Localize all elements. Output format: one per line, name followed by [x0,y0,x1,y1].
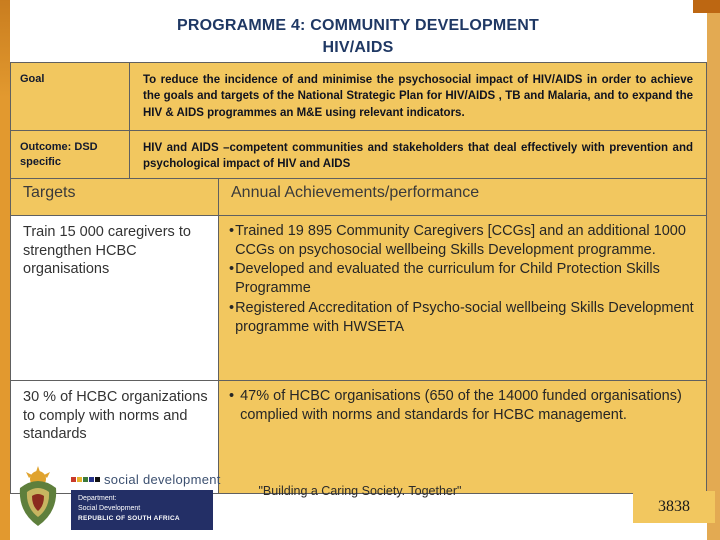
bullet-icon: • [229,388,235,404]
title-line-1: PROGRAMME 4: COMMUNITY DEVELOPMENT [176,17,540,34]
dept-label: Department: [78,495,117,502]
table-row [11,216,707,381]
targets-header: Targets [11,179,219,216]
coat-of-arms-icon [12,466,64,532]
right-border-strip [707,13,720,540]
achievement-item: Registered Accreditation of Psycho-social wellbeing Skills Development programme with HWSETA [235,299,694,335]
top-right-corner-block [693,0,720,13]
target-cell: 30 % of HCBC organizations to comply with norms and standards [11,381,219,494]
achievement-line [229,260,696,298]
achievement-item: 47% of HCBC organisations (650 of the 14000 funded organisations) complied with norms and standards for HCBC management. [240,388,682,424]
achievement-item: Trained 19 895 Community Caregivers [CCGs] and an additional 1000 CCGs on psychosocial wellbeing Skills Development programme. [235,223,686,259]
dept-name: Social Development [78,505,141,513]
bullet-icon: • [229,299,235,316]
department-logo [12,466,221,532]
dept-country: REPUBLIC OF SOUTH AFRICA [78,515,180,523]
achievements-header: Annual Achievements/performance [219,179,707,216]
achievements-cell [219,381,707,494]
slide-title [24,15,692,58]
goal-row [11,63,707,131]
goal-outcome-table [10,62,707,183]
page-number-text: 3838 [658,498,690,515]
achievement-line [229,299,696,337]
goal-label: Goal [11,63,130,131]
logo-brand-text: social development [104,472,221,487]
achievements-cell [219,216,707,381]
title-line-2: HIV/AIDS [322,38,394,56]
page-number-box [633,491,715,523]
outcome-label: Outcome: DSD specific [11,130,130,182]
achievement-item: Developed and evaluated the curriculum for Child Protection Skills Programme [235,261,660,297]
achievement-line [229,387,696,425]
outcome-text: HIV and AIDS –competent communities and stakeholders that deal effectively with prevention and psychological impact of HIV and AIDS [130,130,707,182]
bullet-icon: • [229,223,235,239]
footer-quote: "Building a Caring Society. Together" [258,484,462,498]
target-cell: Train 15 000 caregivers to strengthen HCBC organisations [11,216,219,381]
outcome-row [11,130,707,182]
targets-achievements-table [10,178,707,494]
bullet-icon: • [229,261,235,278]
achievement-line [229,222,696,260]
table-header-row [11,179,707,216]
logo-color-strip-icon [71,477,100,482]
left-border-strip [0,0,10,540]
goal-text: To reduce the incidence of and minimise the psychosocial impact of HIV/AIDS in order to achieve the goals and targets of the National Strategic Plan for HIV/AIDS , TB and Malaria, and to expand the HIV & AIDS programmes an M&E using relevant indicators. [130,63,707,131]
